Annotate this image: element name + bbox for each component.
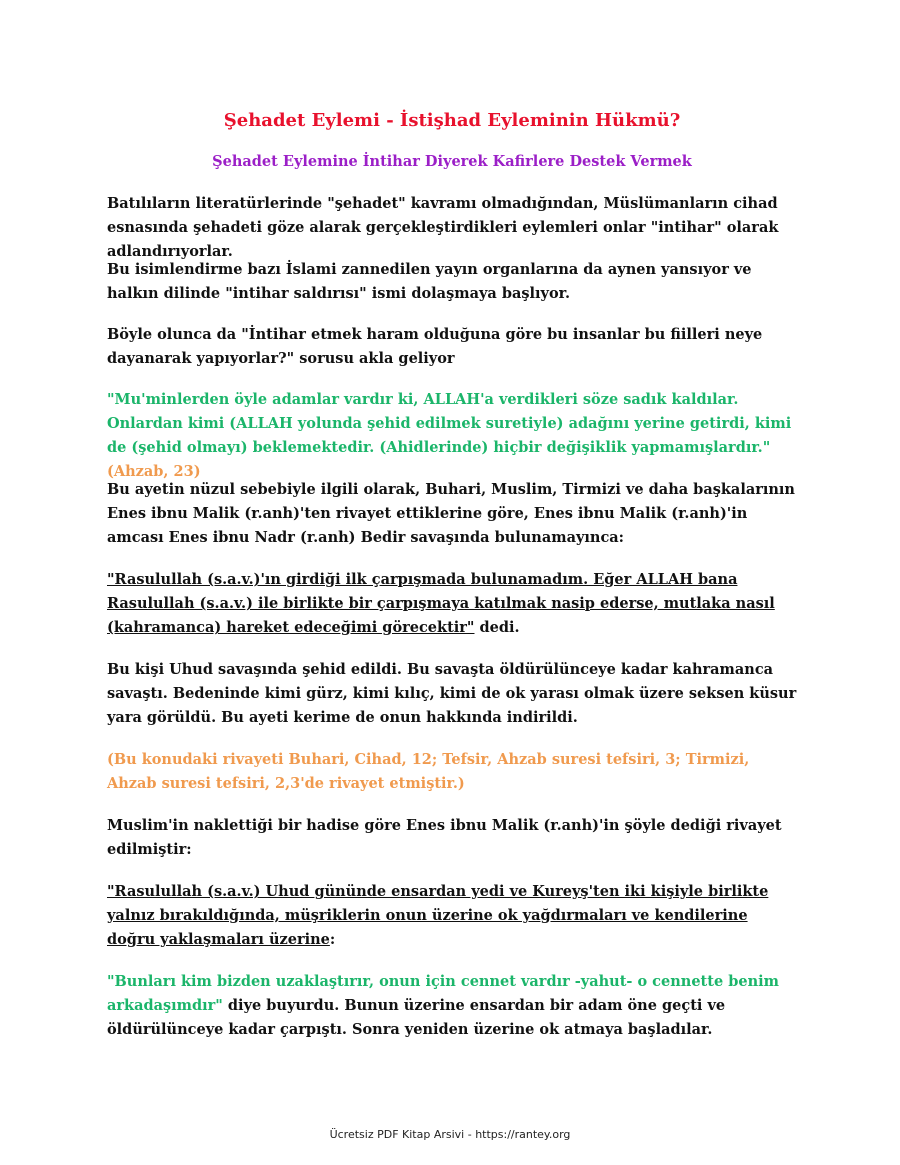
- paragraph-6-tail: dedi.: [474, 619, 520, 636]
- paragraph-1: Batılıların literatürlerinde "şehadet" kavramı olmadığından, Müslümanların cihad esnasında şehadeti göze alarak gerçekleştirdikleri eylemleri onlar "intihar" olarak adlandırıyorlar.: [107, 195, 779, 260]
- paragraph-7: Bu kişi Uhud savaşında şehid edildi. Bu savaşta öldürülünceye kadar kahramanca savaştı. Bedeninde kimi gürz, kimi kılıç, kimi de ok yarası olmak üzere seksen küsur yara görüldü. Bu ayeti kerime de onun hakkında indirildi.: [107, 661, 797, 726]
- paragraph-11-tail: diye buyurdu. Bunun üzerine ensardan bir adam öne geçti ve öldürülünceye kadar çarpıştı. Sonra yeniden üzerine ok atmaya başladılar.: [107, 997, 726, 1038]
- paragraph-11: [107, 970, 797, 1042]
- paragraph-8-reference: (Bu konudaki rivayeti Buhari, Cihad, 12; Tefsir, Ahzab suresi tefsiri, 3; Tirmizi, Ahzab suresi tefsiri, 2,3'de rivayet etmiştir.): [107, 751, 750, 792]
- page-footer: Ücretsiz PDF Kitap Arsivi - https://rantey.org: [329, 1128, 571, 1141]
- paragraph-10: [107, 880, 797, 952]
- verse-reference: (Ahzab, 23): [107, 463, 201, 480]
- verse-quote: "Mu'minlerden öyle adamlar vardır ki, ALLAH'a verdikleri söze sadık kaldılar. Onlardan kimi (ALLAH yolunda şehid edilmek suretiyle) adağını yerine getirdi, kimi de (şehid olmayı) beklemektedir. (Ahidlerinde) hiçbir değişiklik yapmamışlardır.": [107, 391, 792, 456]
- paragraph-6: [107, 568, 797, 640]
- paragraph-4: [107, 388, 797, 484]
- document-subtitle: Şehadet Eylemine İntihar Diyerek Kafirlere Destek Vermek: [212, 153, 692, 170]
- paragraph-2: Bu isimlendirme bazı İslami zannedilen yayın organlarına da aynen yansıyor ve halkın dilinde "intihar saldırısı" ismi dolaşmaya başlıyor.: [107, 261, 752, 302]
- paragraph-3: Böyle olunca da "İntihar etmek haram olduğuna göre bu insanlar bu fiilleri neye dayanarak yapıyorlar?" sorusu akla geliyor: [107, 326, 763, 367]
- underlined-quote-1: "Rasulullah (s.a.v.)'ın girdiği ilk çarpışmada bulunamadım. Eğer ALLAH bana Rasulullah (s.a.v.) ile birlikte bir çarpışmaya katılmak nasip ederse, mutlaka nasıl (kahramanca) hareket edeceğimi görecektir": [107, 571, 775, 636]
- document-title: Şehadet Eylemi - İstişhad Eyleminin Hükmü?: [223, 110, 681, 131]
- hadith-quote: "Bunları kim bizden uzaklaştırır, onun için cennet vardır -yahut- o cennette benim arkadaşımdır": [107, 973, 779, 1014]
- underlined-quote-2: "Rasulullah (s.a.v.) Uhud gününde ensardan yedi ve Kureyş'ten iki kişiyle birlikte yalnız bırakıldığında, müşriklerin onun üzerine ok yağdırmaları ve kendilerine doğru yaklaşmaları üzerine: [107, 883, 769, 948]
- paragraph-10-tail: :: [329, 931, 336, 948]
- paragraph-5: Bu ayetin nüzul sebebiyle ilgili olarak, Buhari, Muslim, Tirmizi ve daha başkalarının Enes ibnu Malik (r.anh)'ten rivayet ettiklerine göre, Enes ibnu Malik (r.anh)'in amcası Enes ibnu Nadr (r.anh) Bedir savaşında bulunamayınca:: [107, 481, 795, 546]
- paragraph-9: Muslim'in naklettiği bir hadise göre Enes ibnu Malik (r.anh)'in şöyle dediği rivayet edilmiştir:: [107, 817, 782, 858]
